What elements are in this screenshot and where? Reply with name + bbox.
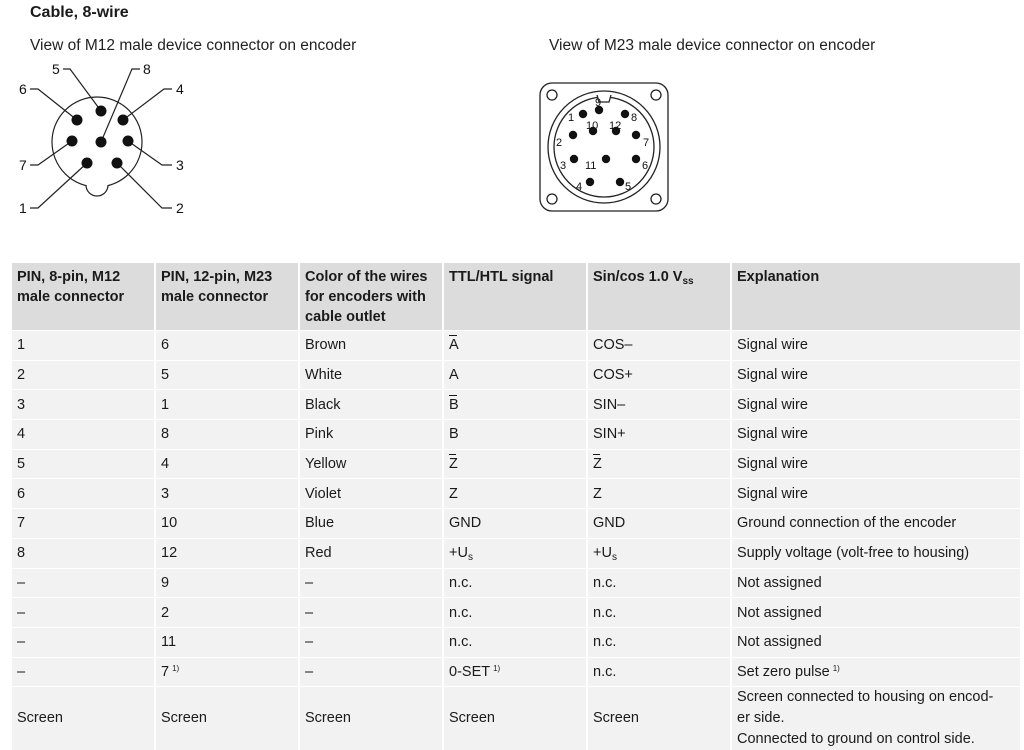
cell: Signal wire — [732, 478, 1020, 508]
m23-pin-2 — [569, 131, 577, 139]
cell: Z — [444, 478, 588, 508]
footnote-marker: 1) — [493, 663, 501, 673]
cell: Not assigned — [732, 627, 1020, 657]
cell: B — [444, 419, 588, 449]
cell: 8 — [156, 419, 300, 449]
cell: – — [12, 597, 156, 627]
m12-caption: View of M12 male device connector on encoder — [30, 37, 357, 54]
cell: Not assigned — [732, 568, 1020, 598]
cell: A — [444, 330, 588, 360]
m23-screw-hole — [651, 90, 661, 100]
cell: Screen — [444, 686, 588, 750]
header-pin-8: PIN, 8-pin, M12 male connector — [12, 263, 156, 330]
cell: n.c. — [588, 597, 732, 627]
cell: n.c. — [444, 627, 588, 657]
m12-pin-3 — [123, 136, 134, 147]
footnote-marker: 1) — [172, 663, 180, 673]
cell: Signal wire — [732, 449, 1020, 479]
table-row — [12, 538, 1020, 568]
m12-pin-8 — [96, 137, 107, 148]
m23-label-10: 10 — [586, 120, 599, 132]
table-row — [12, 330, 1020, 360]
cell: White — [300, 360, 444, 390]
cell: n.c. — [444, 568, 588, 598]
pin-assignment-table — [12, 263, 1020, 750]
cell: 5 — [12, 449, 156, 479]
cell: – — [12, 657, 156, 687]
m23-pin-3 — [570, 155, 578, 163]
table-row — [12, 686, 1020, 750]
cell: Z — [444, 449, 588, 479]
cell: 6 — [156, 330, 300, 360]
table-header-row — [12, 263, 1020, 330]
cell: Black — [300, 389, 444, 419]
table-row — [12, 508, 1020, 538]
cell: $+U_s$ — [588, 538, 732, 568]
cell: 4 — [156, 449, 300, 479]
explanation-line: Screen connected to housing on encod- — [737, 689, 994, 706]
cell: Yellow — [300, 449, 444, 479]
cell: Pink — [300, 419, 444, 449]
page-title: Cable, 8-wire — [30, 4, 129, 21]
cell: – — [300, 657, 444, 687]
cell: Signal wire — [732, 330, 1020, 360]
m23-label-9: 9 — [595, 97, 602, 109]
cell: Screen — [588, 686, 732, 750]
footnote-marker: 1) — [832, 663, 840, 673]
m23-pin-4 — [586, 178, 594, 186]
cell: COS+ — [588, 360, 732, 390]
explanation-line: er side. — [737, 710, 785, 727]
cell: 3 — [156, 478, 300, 508]
cell: 9 — [156, 568, 300, 598]
cell: 0-SET $^{1)}$ — [444, 657, 588, 687]
m23-label-4: 4 — [576, 181, 583, 193]
cell: n.c. — [588, 568, 732, 598]
m23-label-7: 7 — [643, 137, 650, 149]
header-sin-cos: Sin/cos 1.0 $V_{ss}$ — [588, 263, 732, 330]
m23-label-1: 1 — [568, 112, 575, 124]
m23-pin-6 — [632, 155, 640, 163]
cell: GND — [588, 508, 732, 538]
table-row — [12, 568, 1020, 598]
table-row — [12, 360, 1020, 390]
cell: 10 — [156, 508, 300, 538]
cell: n.c. — [588, 657, 732, 687]
cell: 1 — [12, 330, 156, 360]
cell: n.c. — [588, 627, 732, 657]
m23-label-12: 12 — [609, 120, 622, 132]
m23-screw-hole — [547, 194, 557, 204]
table-row — [12, 478, 1020, 508]
cell: SIN– — [588, 389, 732, 419]
header-wire-color: Color of the wires for encoders with cable outlet — [300, 263, 444, 330]
table-row — [12, 627, 1020, 657]
cell: Ground connection of the encoder — [732, 508, 1020, 538]
cell: – — [12, 627, 156, 657]
m12-connector-diagram — [0, 0, 240, 225]
cell: n.c. — [444, 597, 588, 627]
m23-screw-hole — [547, 90, 557, 100]
cell: Violet — [300, 478, 444, 508]
cell: GND — [444, 508, 588, 538]
table-row — [12, 419, 1020, 449]
cell: – — [12, 568, 156, 598]
explanation-line: Connected to ground on control side. — [737, 731, 975, 748]
m12-label-8: 8 — [143, 61, 151, 77]
m23-pin-1 — [579, 110, 587, 118]
m23-connector-diagram — [530, 75, 680, 220]
m23-caption: View of M23 male device connector on encoder — [549, 37, 876, 54]
cell: 3 — [12, 389, 156, 419]
cell: A — [444, 360, 588, 390]
cell: 12 — [156, 538, 300, 568]
cell: 7 $^{1)}$ — [156, 657, 300, 687]
m23-pin-8 — [621, 110, 629, 118]
cell: Brown — [300, 330, 444, 360]
header-pin-12: PIN, 12-pin, M23 male connector — [156, 263, 300, 330]
table-row — [12, 597, 1020, 627]
m12-pin-2 — [112, 158, 123, 169]
cell — [732, 686, 1020, 750]
m23-label-5: 5 — [625, 181, 632, 193]
cell: Z — [588, 478, 732, 508]
cell: $+U_s$ — [444, 538, 588, 568]
cell: Screen — [156, 686, 300, 750]
cell: 8 — [12, 538, 156, 568]
m12-label-4: 4 — [176, 81, 184, 97]
m23-label-2: 2 — [556, 137, 563, 149]
cell: 5 — [156, 360, 300, 390]
cell: Signal wire — [732, 360, 1020, 390]
cell: Screen — [300, 686, 444, 750]
m12-label-5: 5 — [52, 61, 60, 77]
m23-label-3: 3 — [560, 160, 567, 172]
header-ttl-htl: TTL/HTL signal — [444, 263, 588, 330]
m23-pin-7 — [632, 131, 640, 139]
cell: Red — [300, 538, 444, 568]
m12-label-6: 6 — [19, 81, 27, 97]
cell: Signal wire — [732, 389, 1020, 419]
m23-label-6: 6 — [642, 160, 649, 172]
m12-label-7: 7 — [19, 157, 27, 173]
cell: B — [444, 389, 588, 419]
m12-pin-7 — [67, 136, 78, 147]
cell: 2 — [12, 360, 156, 390]
m23-pin-11 — [602, 155, 610, 163]
cell: SIN+ — [588, 419, 732, 449]
cell: Signal wire — [732, 419, 1020, 449]
cell: – — [300, 627, 444, 657]
m12-label-3: 3 — [176, 157, 184, 173]
m12-pin-5 — [96, 106, 107, 117]
m23-pin-5 — [616, 178, 624, 186]
m12-label-1: 1 — [19, 200, 27, 216]
cell: Z — [588, 449, 732, 479]
cell: 11 — [156, 627, 300, 657]
m23-screw-hole — [651, 194, 661, 204]
m23-label-8: 8 — [631, 112, 638, 124]
m12-label-2: 2 — [176, 200, 184, 216]
table-row — [12, 389, 1020, 419]
table-row — [12, 657, 1020, 687]
cell: Blue — [300, 508, 444, 538]
cell: Not assigned — [732, 597, 1020, 627]
m23-label-11: 11 — [585, 160, 597, 172]
cell: 7 — [12, 508, 156, 538]
cell: 2 — [156, 597, 300, 627]
header-explanation: Explanation — [732, 263, 1020, 330]
cell: 6 — [12, 478, 156, 508]
m12-pin-1 — [82, 158, 93, 169]
cell: Supply voltage (volt-free to housing) — [732, 538, 1020, 568]
cell: – — [300, 568, 444, 598]
table-row — [12, 449, 1020, 479]
cell: 1 — [156, 389, 300, 419]
m12-pin-4 — [118, 115, 129, 126]
m12-pin-6 — [72, 115, 83, 126]
m12-key-notch — [86, 185, 108, 196]
cell: 4 — [12, 419, 156, 449]
cell: Screen — [12, 686, 156, 750]
cell: – — [300, 597, 444, 627]
cell: COS– — [588, 330, 732, 360]
cell: Set zero pulse $^{1)}$ — [732, 657, 1020, 687]
